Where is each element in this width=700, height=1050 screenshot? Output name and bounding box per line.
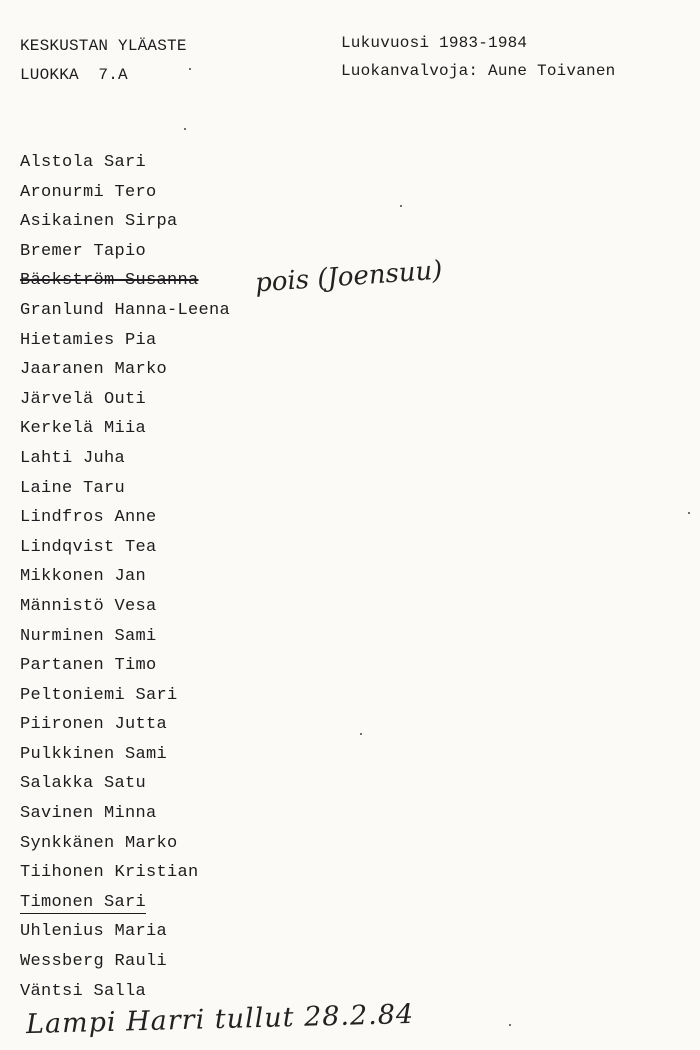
- student-name: Granlund Hanna-Leena: [20, 300, 231, 320]
- student-name: Jaaranen Marko: [20, 360, 168, 380]
- student-name: Partanen Timo: [20, 656, 157, 676]
- student-row: [20, 773, 230, 803]
- school-name: KESKUSTAN YLÄASTE: [20, 37, 187, 55]
- student-row: [20, 241, 230, 271]
- student-row: [20, 685, 230, 715]
- handwritten-removed-note: pois (Joensuu): [254, 255, 444, 299]
- student-name: Hietamies Pia: [20, 330, 157, 350]
- student-name: Mikkonen Jan: [20, 567, 147, 587]
- school-year: Lukuvuosi 1983-1984: [341, 34, 528, 52]
- student-name: Salakka Satu: [20, 774, 147, 794]
- student-name: Asikainen Sirpa: [20, 212, 178, 232]
- student-name: Tiihonen Kristian: [20, 863, 199, 883]
- student-row: [20, 359, 230, 389]
- student-row: [20, 596, 230, 626]
- paper-speck: [509, 1024, 511, 1026]
- student-row: [20, 270, 230, 300]
- student-row: [20, 921, 230, 951]
- student-name: Nurminen Sami: [20, 626, 157, 646]
- student-row: [20, 803, 230, 833]
- student-name: Synkkänen Marko: [20, 833, 178, 853]
- student-name: Laine Taru: [20, 478, 126, 498]
- student-name: Lindqvist Tea: [20, 537, 157, 557]
- student-name: Piironen Jutta: [20, 715, 168, 735]
- student-row: [20, 655, 230, 685]
- student-name: Uhlenius Maria: [20, 922, 168, 942]
- paper-speck: [184, 128, 186, 130]
- student-row: [20, 833, 230, 863]
- student-name: Männistö Vesa: [20, 596, 157, 616]
- student-row: [20, 892, 230, 922]
- student-row: [20, 951, 230, 981]
- student-row: [20, 744, 230, 774]
- class-label: LUOKKA 7.A: [20, 66, 128, 84]
- student-row: [20, 478, 230, 508]
- student-name: Pulkkinen Sami: [20, 744, 168, 764]
- student-name: Bäckström Susanna: [20, 271, 199, 291]
- student-row: [20, 537, 230, 567]
- student-row: [20, 448, 230, 478]
- student-row: [20, 418, 230, 448]
- paper-speck: [360, 733, 362, 735]
- student-row: [20, 507, 230, 537]
- student-name: Peltoniemi Sari: [20, 685, 178, 705]
- student-row: [20, 566, 230, 596]
- student-name: Timonen Sari: [20, 892, 147, 912]
- student-name: Järvelä Outi: [20, 389, 147, 409]
- student-row: [20, 862, 230, 892]
- student-row: [20, 330, 230, 360]
- student-row: [20, 389, 230, 419]
- paper-speck: [189, 68, 191, 70]
- handwritten-added-entry: Lampi Harri tullut 28.2.84: [25, 998, 415, 1041]
- student-name: Wessberg Rauli: [20, 952, 168, 972]
- student-name: Aronurmi Tero: [20, 182, 157, 202]
- student-row: [20, 211, 230, 241]
- student-name: Lindfros Anne: [20, 508, 157, 528]
- class-teacher: Luokanvalvoja: Aune Toivanen: [341, 62, 616, 80]
- student-row: [20, 714, 230, 744]
- student-name: Savinen Minna: [20, 804, 157, 824]
- student-name: Alstola Sari: [20, 153, 147, 172]
- student-list: [20, 152, 230, 1010]
- paper-speck: [400, 205, 402, 207]
- student-row: [20, 626, 230, 656]
- student-name: Väntsi Salla: [20, 981, 147, 1001]
- student-name: Lahti Juha: [20, 448, 126, 468]
- student-row: [20, 182, 230, 212]
- paper-speck: [688, 512, 690, 514]
- student-row: [20, 300, 230, 330]
- student-row: [20, 152, 230, 182]
- student-name: Kerkelä Miia: [20, 419, 147, 439]
- student-name: Bremer Tapio: [20, 241, 147, 261]
